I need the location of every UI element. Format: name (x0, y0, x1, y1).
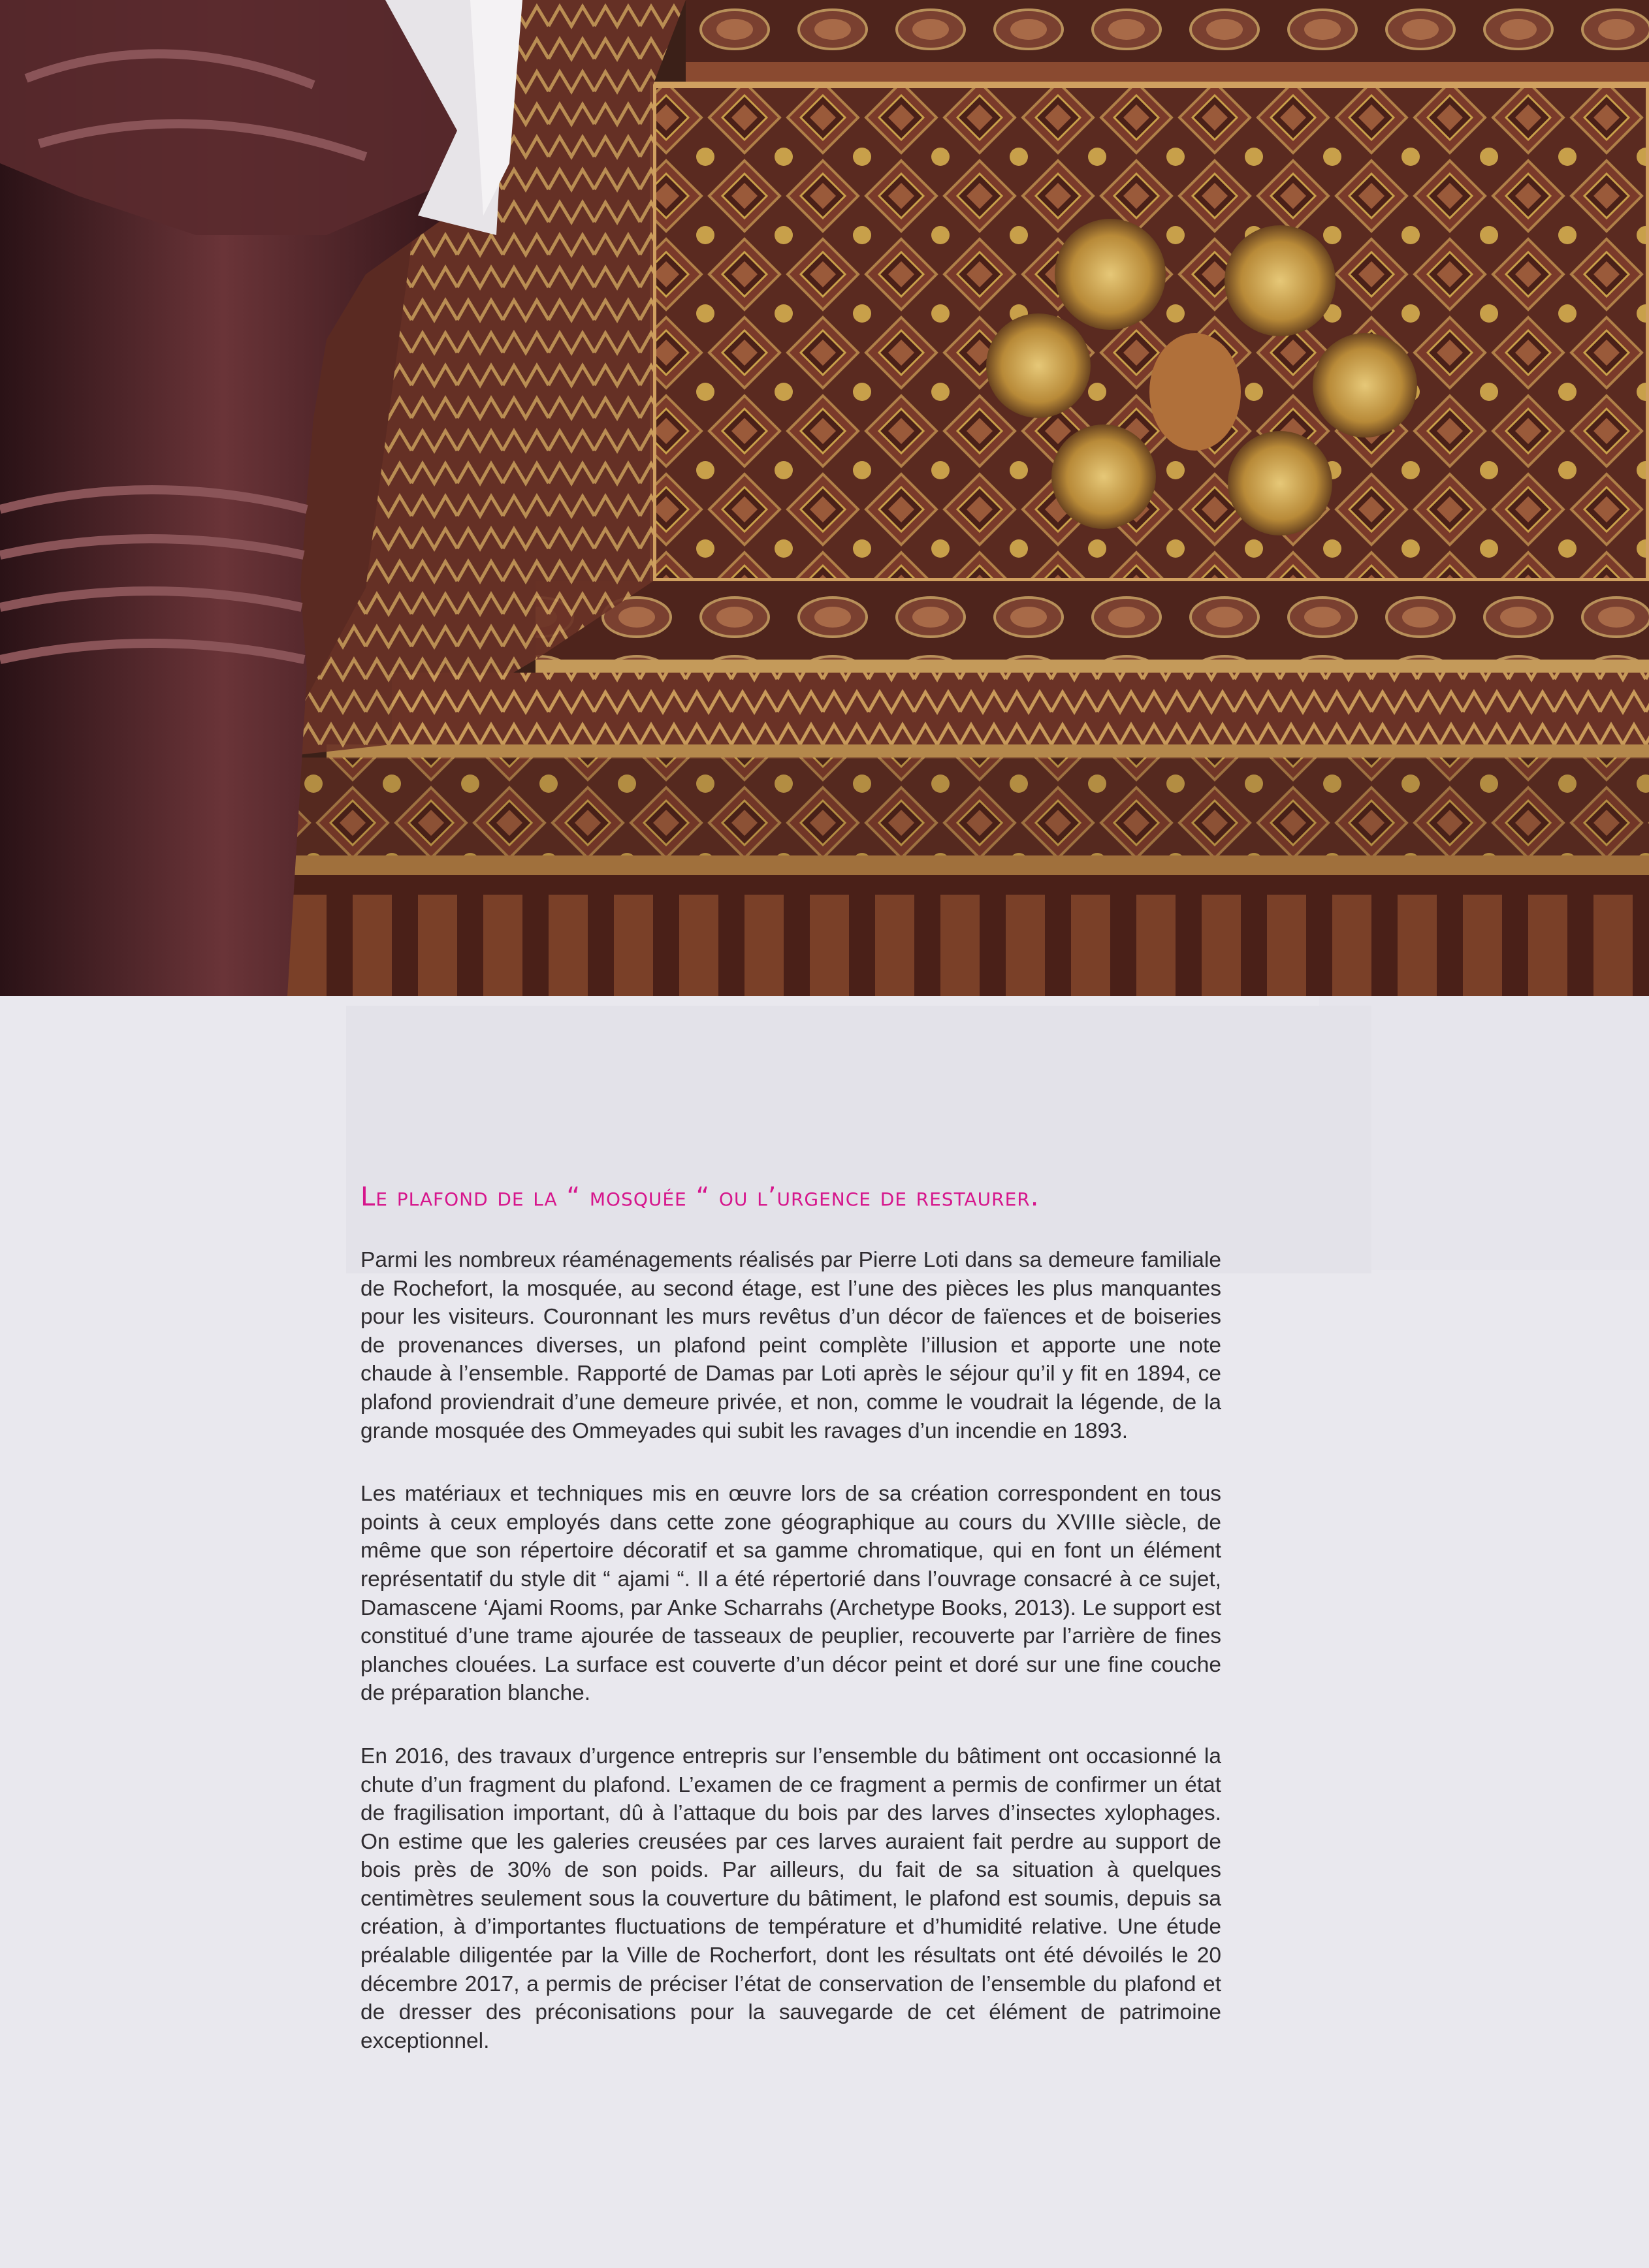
article-paragraph: Parmi les nombreux réaménagements réalisés par Pierre Loti dans sa demeure familiale de Rochefort, la mosquée, au second étage, est l’une des pièces les plus manquantes pour les visiteurs. Couronnant les murs revêtus d’un décor de faïences et de boiseries de provenances diverses, un plafond peint complète l’illusion et apporte une note chaude à l’ensemble. Rapporté de Damas par Loti après le séjour qu’il y fit en 1894, ce plafond proviendrait d’une demeure privée, et non, comme le voudrait la légende, de la grande mosquée des Ommeyades qui subit les ravages d’un incendie en 1893. (360, 1248, 1221, 1443)
article-paragraph: Les matériaux et techniques mis en œuvre lors de sa création correspondent en tous points à ceux employés dans cette zone géographique au cours du XVIIIe siècle, de même que son répertoire décoratif et sa gamme chromatique, qui en font un élément représentatif du style dit “ ajami “. Il a été répertorié dans l’ouvrage consacré à ce sujet, Damascene ‘Ajami Rooms, par Anke Scharrahs (Archetype Books, 2013). Le support est constitué d’une trame ajourée de tasseaux de peuplier, recouverte par l’arrière de fines planches clouées. La surface est couverte d’un décor peint et doré sur une fine couche de préparation blanche. (360, 1482, 1221, 1706)
article-paragraph: En 2016, des travaux d’urgence entrepris sur l’ensemble du bâtiment ont occasionné la chute d’un fragment du plafond. L’examen de ce fragment a permis de confirmer un état de fragilisation important, dû à l’attaque du bois par des larves d’insectes xylophages. On estime que les galeries creusées par ces larves auraient fait perdre au support de bois près de 30% de son poids. Par ailleurs, du fait de sa situation à quelques centimètres seulement sous la couverture du bâtiment, le plafond est soumis, depuis sa création, à d’importantes fluctuations de température et d’humidité relative. Une étude préalable diligentée par la Ville de Rocherfort, dont les résultats ont été dévoilés le 20 décembre 2017, a permis de préciser l’état de conservation de l’ensemble du plafond et de dresser des préconisations pour la sauvegarde de cet élément de patrimoine exceptionnel. (360, 1744, 1221, 2053)
article-heading: Le plafond de la “ mosquée “ ou l’urgence de restaurer. (360, 1182, 1040, 1212)
article (360, 1182, 1221, 2090)
ceiling-photo (0, 0, 1649, 996)
